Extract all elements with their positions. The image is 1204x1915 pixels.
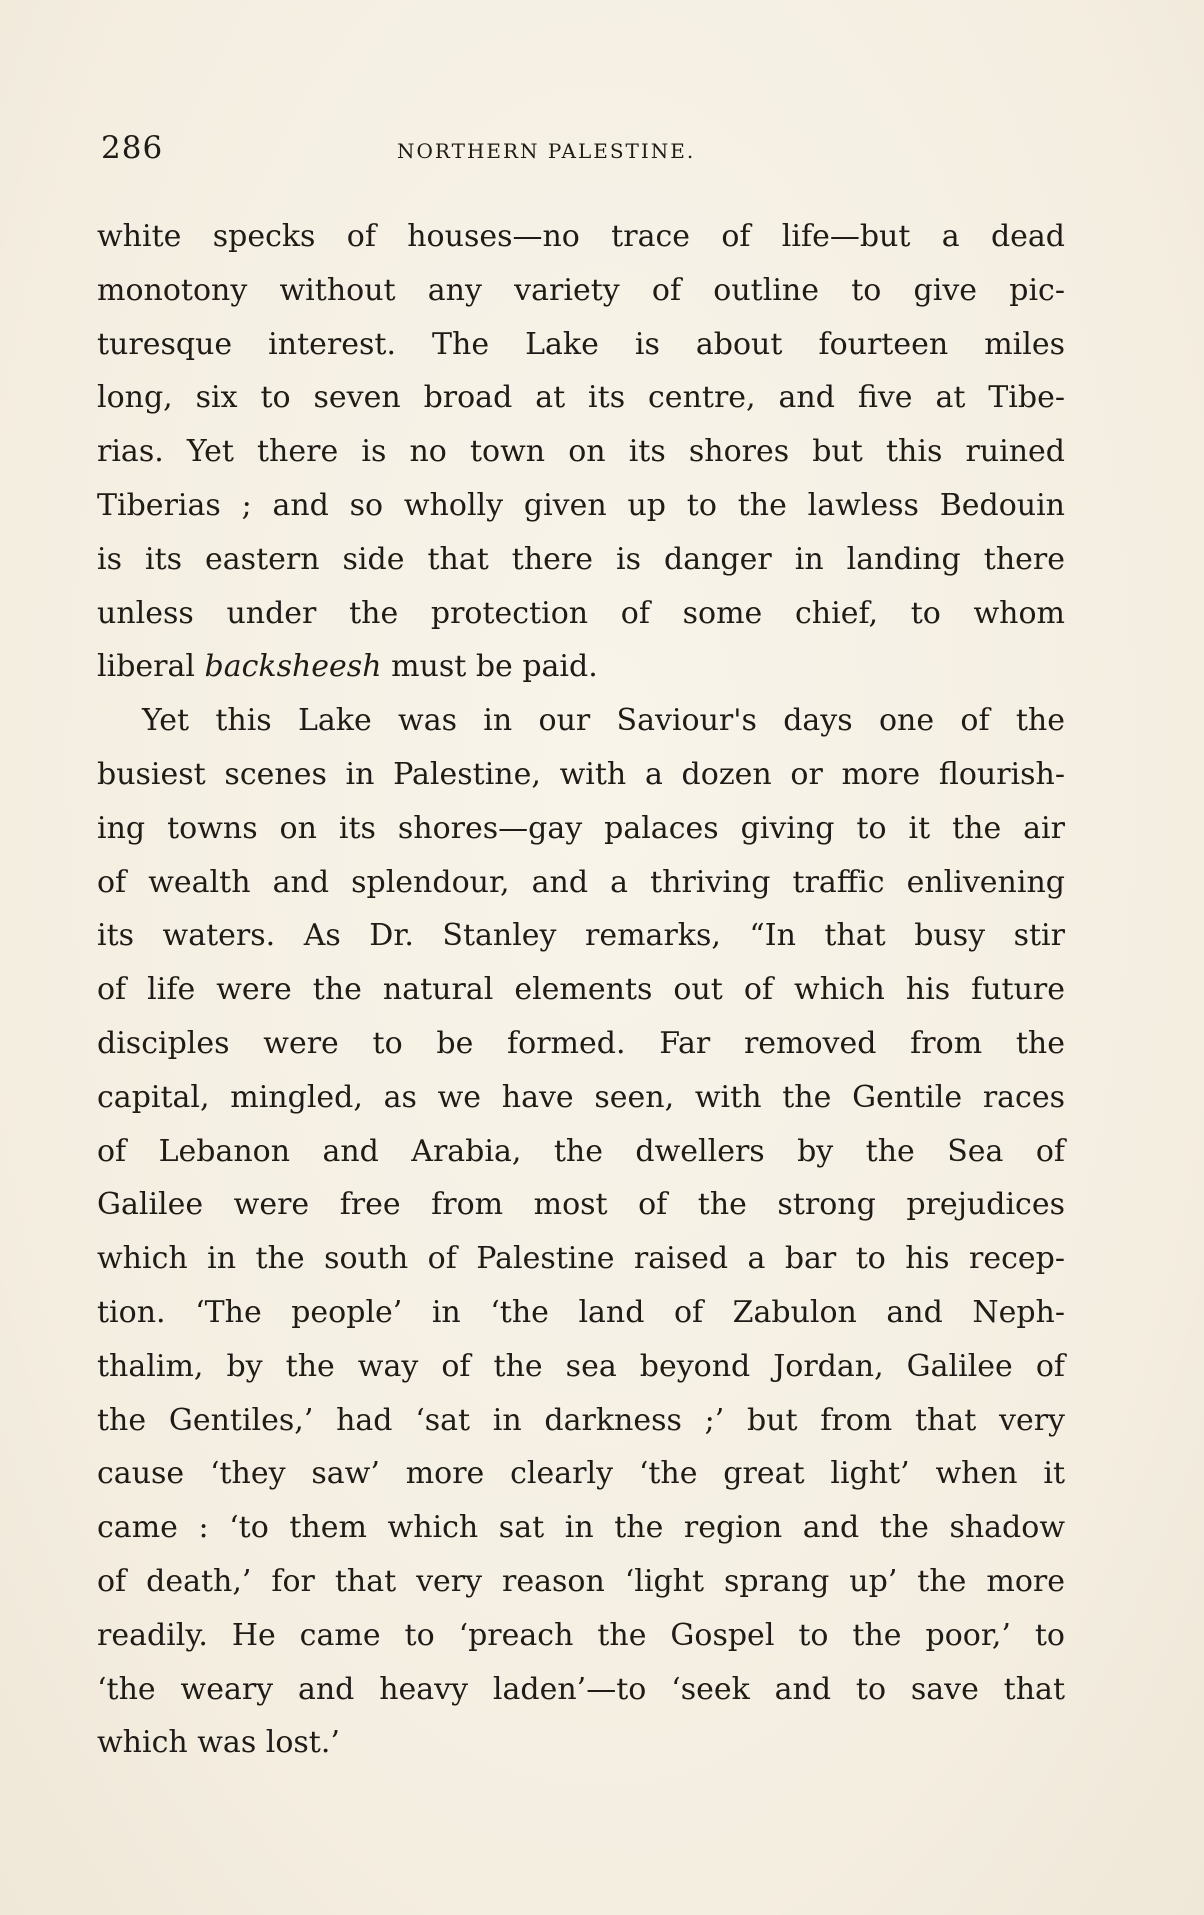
running-head: NORTHERN PALESTINE. [397,139,696,163]
body-text [97,210,1065,1770]
text-line-final [97,640,1065,694]
text-line: ing towns on its shores—gay palaces giving to it the air [97,810,1065,846]
text-line: which in the south of Palestine raised a bar to his recep- [97,1241,1065,1277]
text-line: tion. ‘The people’ in ‘the land of Zabulon and Neph- [97,1294,1065,1330]
text-line: rias. Yet there is no town on its shores but this ruined [97,434,1065,470]
text-line: which was lost.’ [97,1725,340,1761]
text-line: cause ‘they saw’ more clearly ‘the great light’ when it [97,1456,1065,1492]
text-line: is its eastern side that there is danger in landing there [97,541,1065,577]
page-number: 286 [101,130,164,166]
italic-word: backsheesh [204,649,382,685]
text-line: disciples were to be formed. Far removed from the [97,1025,1065,1061]
text-line: came : ‘to them which sat in the region and the shadow [97,1510,1065,1546]
text-line: its waters. As Dr. Stanley remarks, “In that busy stir [97,918,1065,954]
text-line: monotony without any variety of outline to give pic- [97,272,1065,308]
text-line: of Lebanon and Arabia, the dwellers by the Sea of [97,1133,1065,1169]
text-line: long, six to seven broad at its centre, and five at Tibe- [97,380,1065,416]
text-line: of wealth and splendour, and a thriving traffic enlivening [97,864,1065,900]
text-line: the Gentiles,’ had ‘sat in darkness ;’ but from that very [97,1402,1065,1438]
text-line: Tiberias ; and so wholly given up to the lawless Bedouin [97,487,1065,523]
text-line: capital, mingled, as we have seen, with the Gentile races [97,1079,1065,1115]
page-header [97,130,1065,170]
text-line: ‘the weary and heavy laden’—to ‘seek and to save that [97,1671,1065,1707]
text-line: Yet this Lake was in our Saviour's days one of the [142,703,1065,739]
text-line: unless under the protection of some chief, to whom [97,595,1065,631]
text-line: Galilee were free from most of the strong prejudices [97,1187,1065,1223]
text-line: thalim, by the way of the sea beyond Jordan, Galilee of [97,1348,1065,1384]
text-line: readily. He came to ‘preach the Gospel to the poor,’ to [97,1617,1065,1653]
text-line: turesque interest. The Lake is about fourteen miles [97,326,1065,362]
text-line: white specks of houses—no trace of life—but a dead [97,219,1065,254]
text-line: of life were the natural elements out of which his future [97,972,1065,1008]
text-fragment: liberal [97,649,205,685]
text-line: of death,’ for that very reason ‘light sprang up’ the more [97,1563,1065,1599]
text-line: busiest scenes in Palestine, with a dozen or more flourish- [97,756,1065,792]
text-fragment: must be paid. [381,649,598,685]
